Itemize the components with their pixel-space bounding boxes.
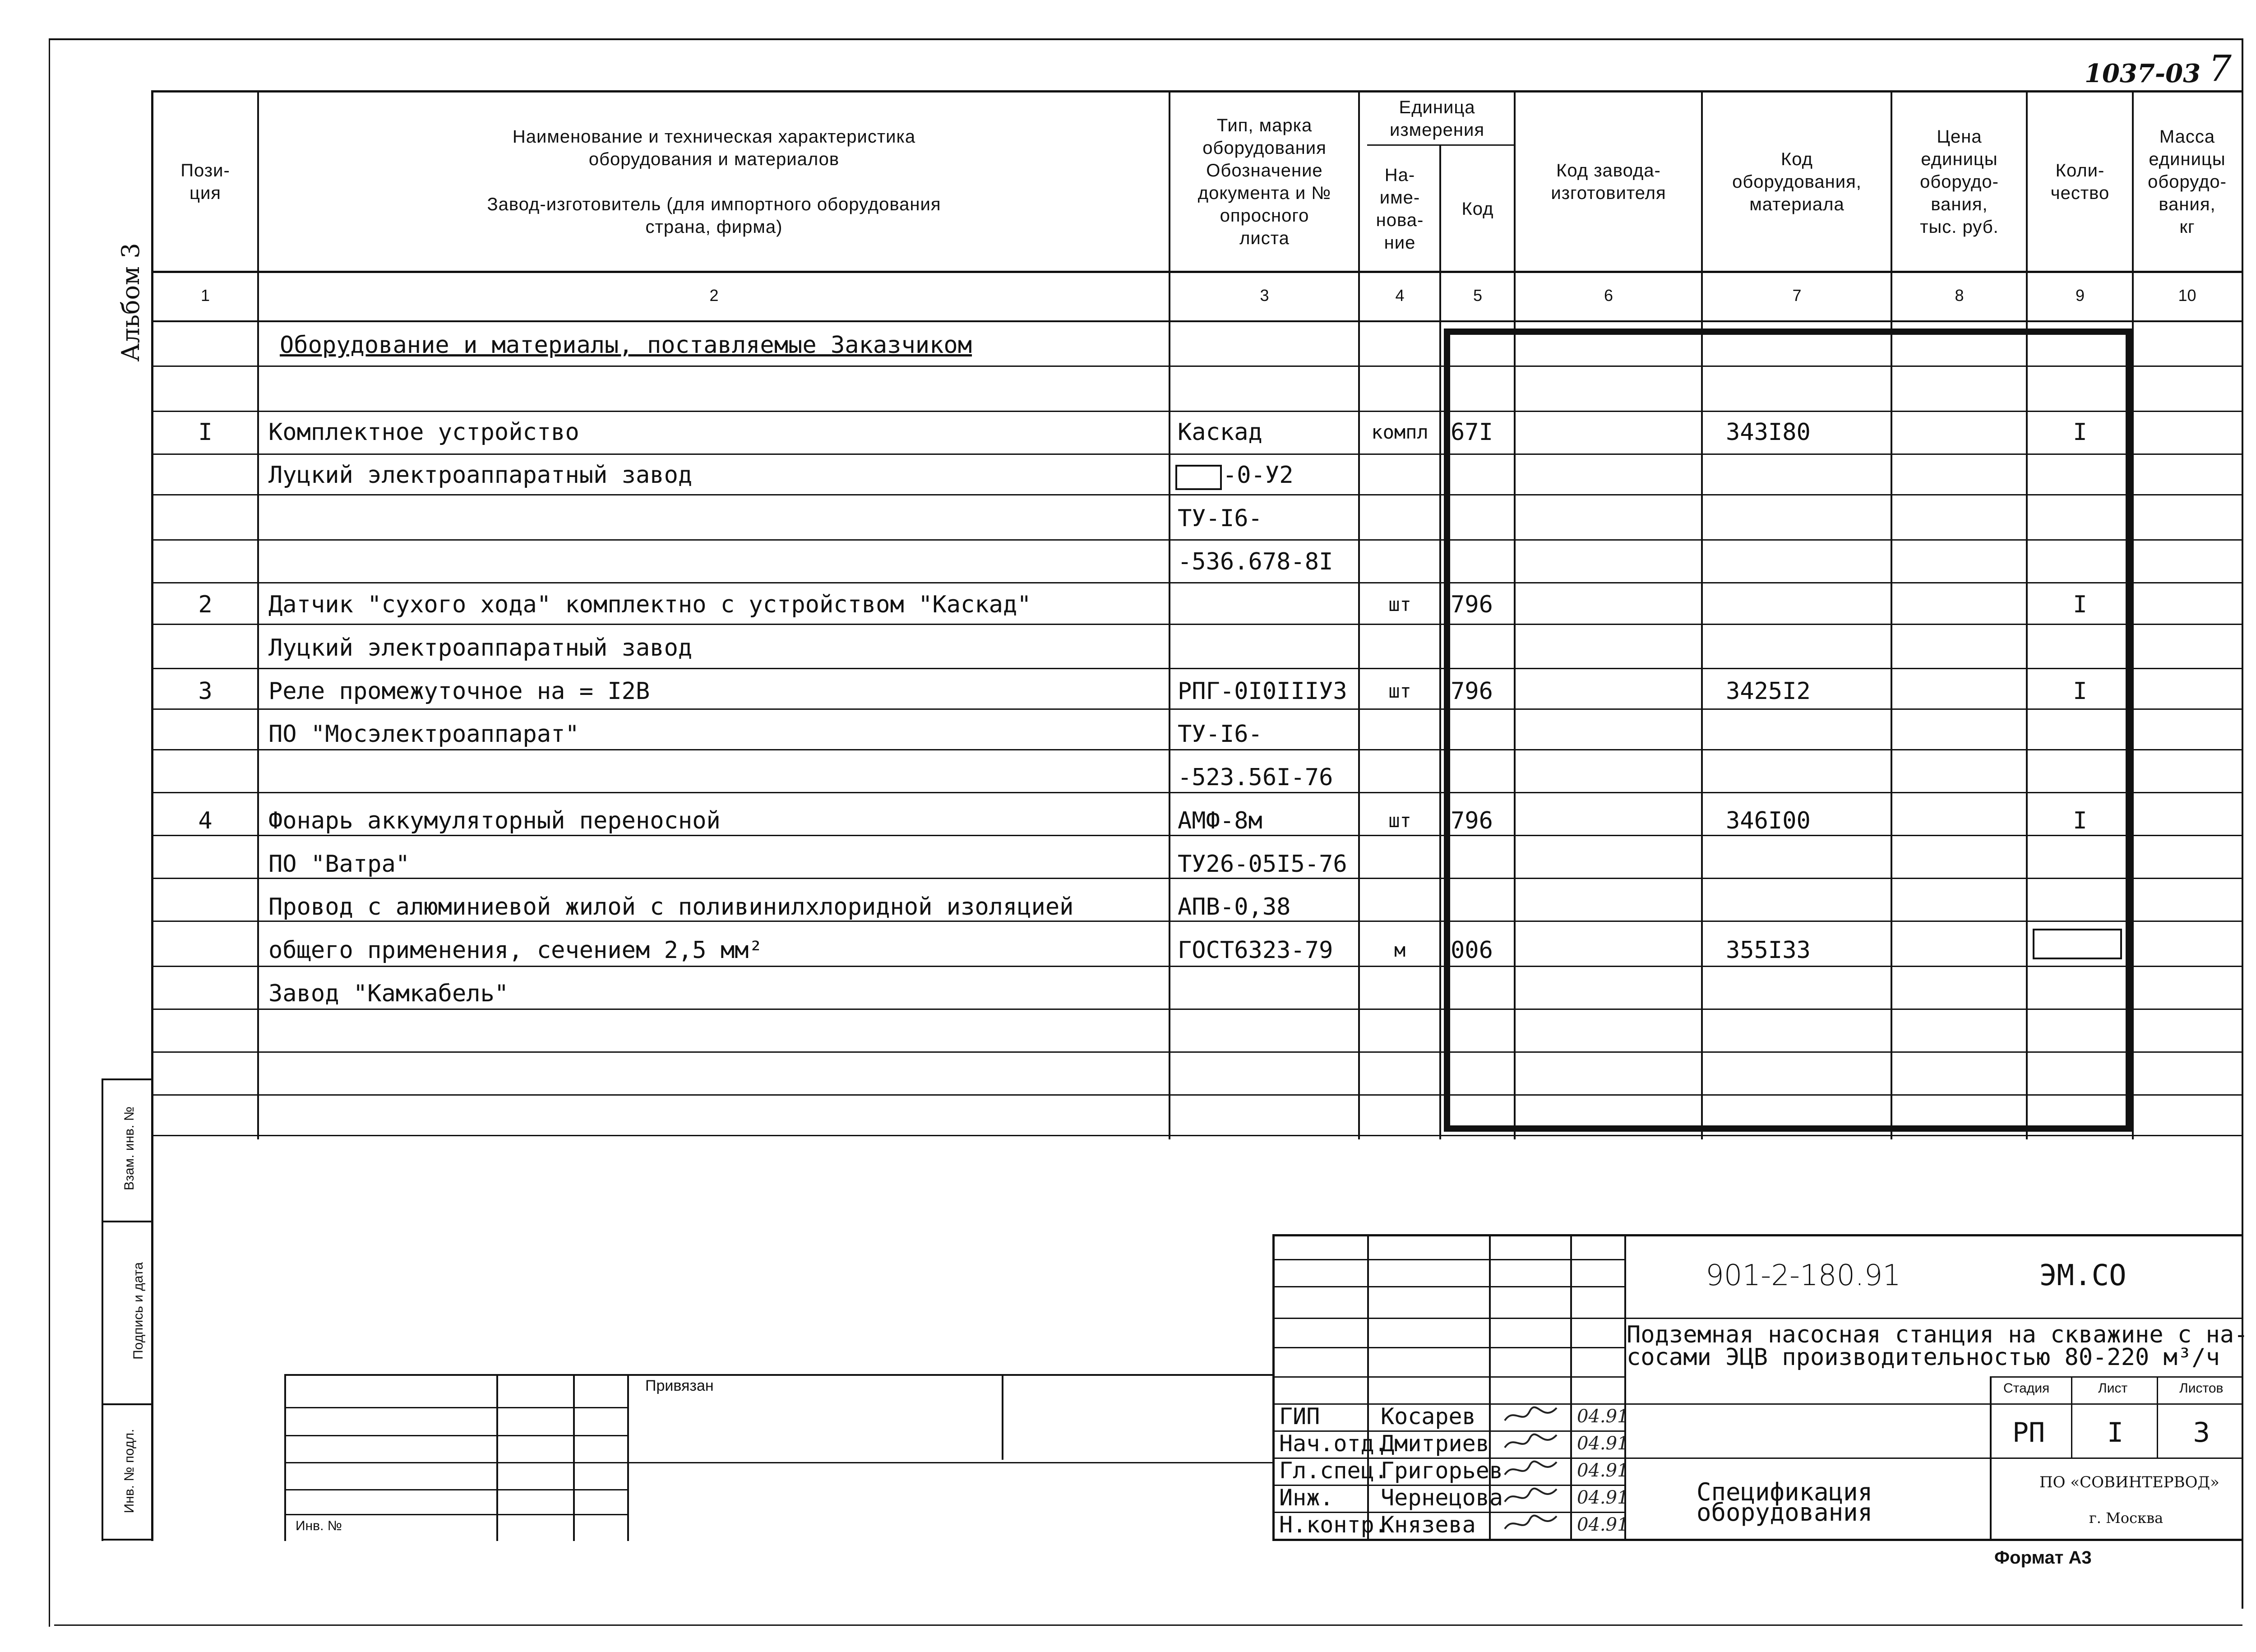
row-5-qty: I <box>2073 591 2087 619</box>
row-2-equip <box>1726 454 1888 497</box>
signer-name-5: Князева <box>1381 1512 1476 1538</box>
row-12-code <box>1451 886 1514 929</box>
row-7-equip: 3425I2 <box>1726 677 1811 705</box>
row-3-qty <box>2028 497 2132 540</box>
row-12-type: АПВ-0,38 <box>1178 893 1291 921</box>
row-7-pos: 3 <box>198 677 213 705</box>
stamp-podp: Подпись и дата <box>131 1262 146 1360</box>
row-13-unit: м <box>1394 939 1406 961</box>
col-num-9: 9 <box>2075 286 2085 305</box>
row-7-name: Реле промежуточное на = I2В <box>268 677 650 705</box>
signer-role-1: ГИП <box>1279 1403 1320 1430</box>
row-10-code: 796 <box>1451 807 1493 834</box>
row-4-qty <box>2028 540 2132 583</box>
row-6-name: Луцкий электроаппаратный завод <box>268 634 693 662</box>
header-equip-code: Код оборудования, материала <box>1732 149 1862 214</box>
row-8-equip <box>1726 713 1888 756</box>
col-num-10: 10 <box>2178 286 2196 305</box>
header-qty: Коли- чество <box>2050 160 2110 203</box>
sheet-value: I <box>2107 1417 2124 1448</box>
col-num-7: 7 <box>1792 286 1802 305</box>
signer-role-5: Н.контр. <box>1279 1512 1388 1538</box>
signature-2 <box>1502 1430 1561 1460</box>
row-8-qty <box>2028 713 2132 756</box>
row-4-name <box>268 540 1166 583</box>
row-12-qty <box>2028 886 2132 929</box>
signer-date-4: 04.91 <box>1577 1487 1629 1508</box>
frame-top <box>50 38 2242 40</box>
signer-date-2: 04.91 <box>1577 1433 1629 1454</box>
blank-box-type <box>1175 465 1222 490</box>
row-9-code <box>1451 756 1514 799</box>
row-14-qty <box>2028 972 2132 1015</box>
row-10-type: АМФ-8м <box>1178 807 1262 834</box>
header-unit-code: Код <box>1461 199 1494 219</box>
frame-bottom <box>54 1624 2242 1626</box>
row-3-pos <box>153 497 257 540</box>
row-3-unit <box>1360 497 1439 540</box>
stage-value: РП <box>2012 1417 2045 1448</box>
row-10-qty: I <box>2073 807 2087 834</box>
row-5-type <box>1178 583 1358 626</box>
row-7-qty: I <box>2073 677 2087 705</box>
signer-date-1: 04.91 <box>1577 1406 1629 1427</box>
row-3-equip <box>1726 497 1888 540</box>
stamp-inv: Инв. № подл. <box>122 1429 137 1513</box>
signer-name-4: Чернецова <box>1381 1485 1503 1511</box>
inv-no-label: Инв. № <box>296 1518 342 1533</box>
row-12-unit <box>1360 886 1439 929</box>
row-5-code: 796 <box>1451 591 1493 619</box>
privyazan-label: Привязан <box>645 1377 714 1394</box>
sheets-value: 3 <box>2193 1417 2210 1448</box>
row-13-pos <box>153 929 257 972</box>
row-14-unit <box>1360 972 1439 1015</box>
header-position: Пози- ция <box>180 160 230 203</box>
signer-name-1: Косарев <box>1381 1403 1476 1430</box>
row-2-unit <box>1360 454 1439 497</box>
col-num-6: 6 <box>1604 286 1613 305</box>
row-6-equip <box>1726 627 1888 670</box>
signature-4 <box>1502 1484 1561 1514</box>
row-7-unit: шт <box>1388 680 1411 702</box>
col-num-5: 5 <box>1473 286 1483 305</box>
row-line <box>151 1135 2242 1136</box>
row-5-pos: 2 <box>198 591 213 619</box>
header-plant-code: Код завода- изготовителя <box>1551 160 1666 203</box>
row-2-name: Луцкий электроаппаратный завод <box>268 462 693 489</box>
row-6-qty <box>2028 627 2132 670</box>
header-price: Цена единицы оборудо- вания, тыс. руб. <box>1920 126 1999 237</box>
header-unit-name: На- име- нова- ние <box>1376 165 1424 253</box>
row-9-qty <box>2028 756 2132 799</box>
row-1-type: Каскад <box>1178 418 1262 446</box>
row-8-unit <box>1360 713 1439 756</box>
stage-label: Стадия <box>2003 1381 2050 1396</box>
row-5-unit: шт <box>1388 593 1411 616</box>
row-11-pos <box>153 842 257 885</box>
row-8-pos <box>153 713 257 756</box>
row-2-pos <box>153 454 257 497</box>
row-3-code <box>1451 497 1514 540</box>
sheet-name-2: оборудования <box>1697 1498 1873 1527</box>
header-mass: Масса единицы оборудо- вания, кг <box>2148 126 2227 237</box>
sheet-name-1: Спецификация <box>1697 1478 1873 1506</box>
row-13-type: ГОСТ6323-79 <box>1178 936 1333 964</box>
row-9-type: -523.56I-76 <box>1178 764 1333 791</box>
row-1-unit: компл <box>1371 421 1428 443</box>
row-14-type <box>1178 972 1358 1015</box>
frame-left-thin <box>49 38 50 1627</box>
row-8-name: ПО "Мосэлектроаппарат" <box>268 721 579 748</box>
row-1-equip: 343I80 <box>1726 418 1811 446</box>
section-title: Оборудование и материалы, поставляемые Заказчиком <box>280 332 972 359</box>
row-3-type: ТУ-I6- <box>1178 504 1262 532</box>
row-13-equip: 355I33 <box>1726 936 1811 964</box>
row-5-equip <box>1726 583 1888 626</box>
row-1-name: Комплектное устройство <box>268 418 579 446</box>
row-10-unit: шт <box>1388 809 1411 832</box>
row-11-qty <box>2028 842 2132 885</box>
row-7-code: 796 <box>1451 677 1493 705</box>
signer-name-3: Григорьев <box>1381 1458 1503 1484</box>
signer-date-3: 04.91 <box>1577 1460 1629 1481</box>
row-7-type: РПГ-0I0IIIУЗ <box>1178 677 1347 705</box>
row-6-type <box>1178 627 1358 670</box>
row-8-code <box>1451 713 1514 756</box>
col-num-2: 2 <box>709 286 719 305</box>
header-type: Тип, марка оборудования Обозначение документа и № опросного листа <box>1197 115 1331 248</box>
row-4-type: -536.678-8I <box>1178 548 1333 575</box>
org-city: г. Москва <box>2089 1509 2164 1527</box>
row-10-equip: 346I00 <box>1726 807 1811 834</box>
row-1-pos: I <box>198 418 213 446</box>
row-1-qty: I <box>2073 418 2087 446</box>
row-2-code <box>1451 454 1514 497</box>
stamp-vzam: Взам. инв. № <box>122 1106 137 1190</box>
col-num-3: 3 <box>1260 286 1269 305</box>
row-14-code <box>1451 972 1514 1015</box>
row-9-pos <box>153 756 257 799</box>
row-4-unit <box>1360 540 1439 583</box>
signer-role-2: Нач.отд. <box>1279 1430 1388 1457</box>
row-6-unit <box>1360 627 1439 670</box>
org-name: ПО «СОВИНТЕРВОД» <box>2039 1473 2219 1491</box>
row-3-name <box>268 497 1166 540</box>
doc-code: 1037-03 <box>2085 59 2201 88</box>
col-num-1: 1 <box>200 286 210 305</box>
sheet-label: Лист <box>2098 1381 2128 1396</box>
row-4-pos <box>153 540 257 583</box>
frame-right <box>2242 38 2243 1609</box>
row-9-equip <box>1726 756 1888 799</box>
row-13-code: 006 <box>1451 936 1493 964</box>
sheets-label: Листов <box>2179 1381 2224 1396</box>
row-11-type: ТУ26-05I5-76 <box>1178 850 1347 878</box>
signature-1 <box>1502 1402 1561 1433</box>
album-label: Альбом 3 <box>116 243 145 362</box>
row-14-equip <box>1726 972 1888 1015</box>
header-name: Наименование и техническая характеристика оборудования и материалов Завод-изготовитель (для импортного оборудования страна, фирма) <box>487 126 941 237</box>
row-10-pos: 4 <box>198 807 213 834</box>
drawing-mark: ЭМ.СО <box>2039 1259 2127 1292</box>
row-2-type: -0-У2 <box>1223 462 1294 489</box>
signer-date-5: 04.91 <box>1577 1514 1629 1535</box>
row-11-unit <box>1360 842 1439 885</box>
row-11-code <box>1451 842 1514 885</box>
sheet-handwritten: 7 <box>2209 47 2232 89</box>
row-6-pos <box>153 627 257 670</box>
row-11-name: ПО "Ватра" <box>268 850 410 878</box>
row-2-qty <box>2028 454 2132 497</box>
row-9-unit <box>1360 756 1439 799</box>
col-num-4: 4 <box>1395 286 1405 305</box>
blank-box-qty <box>2033 929 2122 959</box>
row-6-code <box>1451 627 1514 670</box>
signer-role-4: Инж. <box>1279 1485 1334 1511</box>
row-9-name <box>268 756 1166 799</box>
row-12-pos <box>153 886 257 929</box>
row-12-name: Провод с алюминиевой жилой с поливинилхлоридной изоляцией <box>268 893 1074 921</box>
format-label: Формат А3 <box>1994 1548 2092 1568</box>
row-4-code <box>1451 540 1514 583</box>
row-10-name: Фонарь аккумуляторный переносной <box>268 807 721 834</box>
project-code: 901-2-180.91 <box>1706 1259 1901 1292</box>
row-12-equip <box>1726 886 1888 929</box>
signer-role-3: Гл.спец. <box>1279 1458 1388 1484</box>
header-unit-group: Единица измерения <box>1389 97 1484 140</box>
row-4-equip <box>1726 540 1888 583</box>
signer-name-2: Дмитриев <box>1381 1430 1489 1457</box>
signature-5 <box>1502 1511 1561 1541</box>
col-num-8: 8 <box>1955 286 1964 305</box>
row-14-pos <box>153 972 257 1015</box>
row-5-name: Датчик "сухого хода" комплектно с устройством "Каскад" <box>268 591 1031 619</box>
project-title-2: сосами ЭЦВ производительностью 80-220 м³/ч <box>1627 1344 2220 1371</box>
project-title-1: Подземная насосная станция на скважине с на- <box>1627 1321 2248 1348</box>
row-11-equip <box>1726 842 1888 885</box>
row-13-name: общего применения, сечением 2,5 мм² <box>268 936 763 964</box>
signature-3 <box>1502 1457 1561 1487</box>
row-8-type: ТУ-I6- <box>1178 721 1262 748</box>
row-1-code: 67I <box>1451 418 1493 446</box>
row-14-name: Завод "Камкабель" <box>268 980 509 1007</box>
